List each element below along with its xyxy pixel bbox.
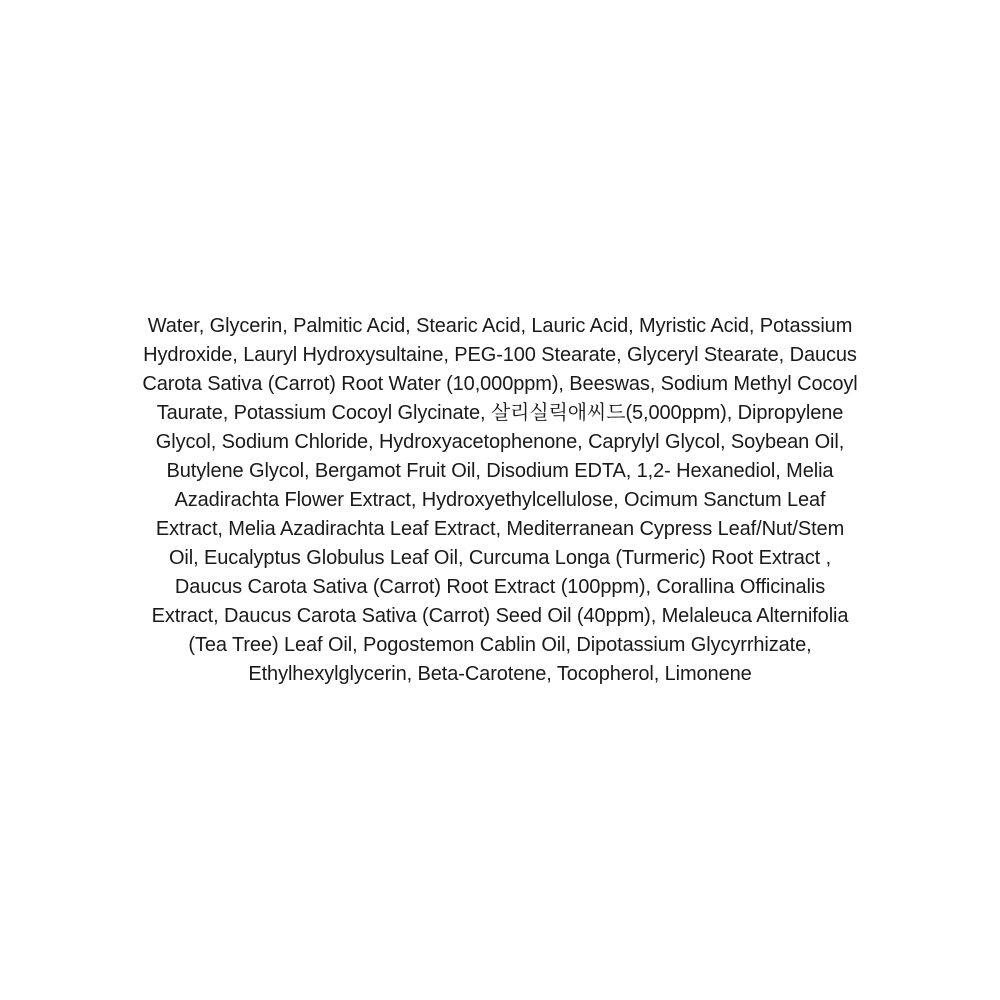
ingredients-line: Taurate, Potassium Cocoyl Glycinate, 살리실릭애씨드(5,000ppm), Dipropylene xyxy=(156,402,844,424)
ingredients-line: Ethylhexylglycerin, Beta-Carotene, Tocopherol, Limonene xyxy=(248,663,752,685)
ingredients-list xyxy=(0,312,1000,689)
ingredients-line: Oil, Eucalyptus Globulus Leaf Oil, Curcuma Longa (Turmeric) Root Extract , xyxy=(168,547,832,569)
ingredients-line: Extract, Daucus Carota Sativa (Carrot) Seed Oil (40ppm), Melaleuca Alternifolia xyxy=(151,605,849,627)
ingredients-line: Extract, Melia Azadirachta Leaf Extract, Mediterranean Cypress Leaf/Nut/Stem xyxy=(155,518,845,540)
ingredients-line: Daucus Carota Sativa (Carrot) Root Extract (100ppm), Corallina Officinalis xyxy=(174,576,826,598)
ingredients-line: Hydroxide, Lauryl Hydroxysultaine, PEG-100 Stearate, Glyceryl Stearate, Daucus xyxy=(143,344,857,366)
ingredients-line: Water, Glycerin, Palmitic Acid, Stearic Acid, Lauric Acid, Myristic Acid, Potassium xyxy=(147,315,853,337)
ingredients-line: Carota Sativa (Carrot) Root Water (10,000ppm), Beeswas, Sodium Methyl Cocoyl xyxy=(142,373,858,395)
ingredients-line: Glycol, Sodium Chloride, Hydroxyacetophenone, Caprylyl Glycol, Soybean Oil, xyxy=(155,431,845,453)
ingredients-line: Azadirachta Flower Extract, Hydroxyethylcellulose, Ocimum Sanctum Leaf xyxy=(174,489,826,511)
ingredients-line: Butylene Glycol, Bergamot Fruit Oil, Disodium EDTA, 1,2- Hexanediol, Melia xyxy=(166,460,834,482)
ingredients-line: (Tea Tree) Leaf Oil, Pogostemon Cablin Oil, Dipotassium Glycyrrhizate, xyxy=(188,634,812,656)
